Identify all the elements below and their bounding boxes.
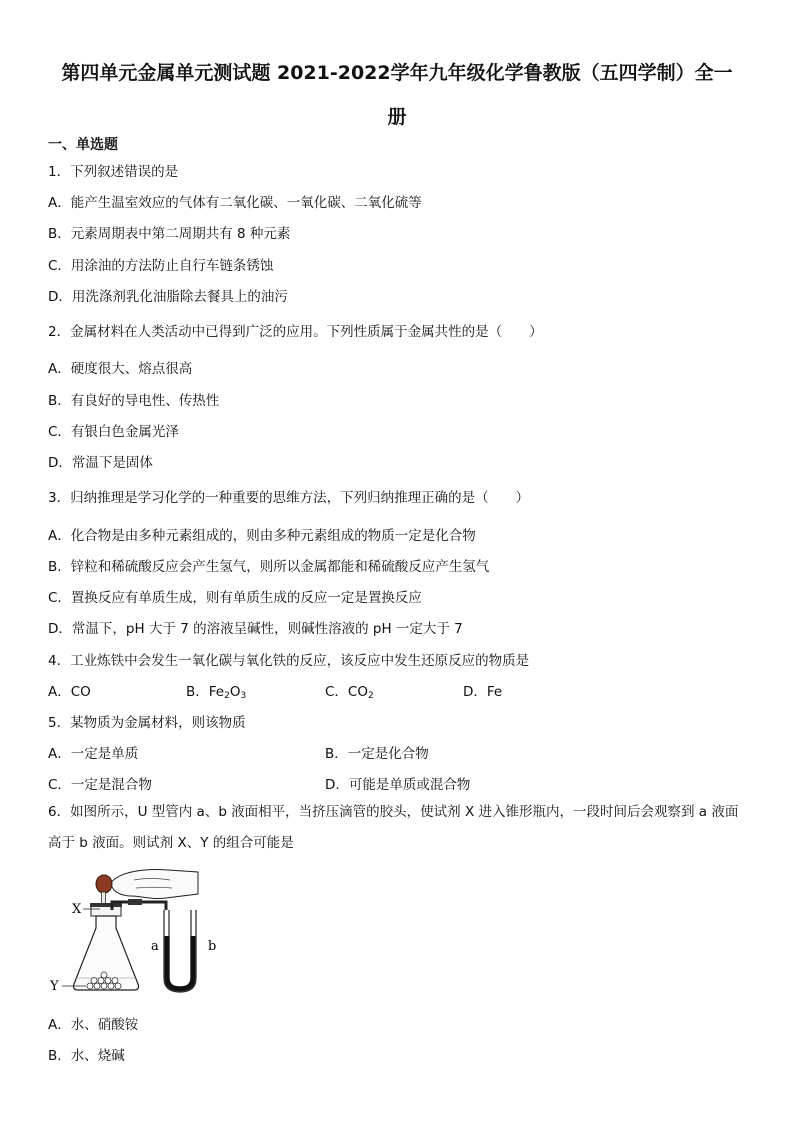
- question-4-stem: 4．工业炼铁中会发生一氧化碳与氧化铁的反应，该反应中发生还原反应的物质是: [48, 653, 530, 669]
- question-1-option-b: B．元素周期表中第二周期共有 8 种元素: [48, 226, 291, 242]
- question-4-option-d: D．Fe: [463, 684, 503, 700]
- question-2-option-c: C．有银白色金属光泽: [48, 424, 179, 440]
- u-tube-liquid: [165, 936, 196, 991]
- question-1-option-c: C．用涂油的方法防止自行车链条锈蚀: [48, 258, 274, 274]
- question-1-option-a: A．能产生温室效应的气体有二氧化碳、一氧化碳、二氧化硫等: [48, 195, 422, 211]
- rubber-connector: [128, 899, 142, 905]
- label-y: Y: [50, 979, 59, 994]
- question-1-stem: 1．下列叙述错误的是: [48, 164, 179, 180]
- section-heading: 一、单选题: [48, 137, 118, 153]
- question-5-option-a: A．一定是单质: [48, 746, 139, 762]
- stopper-top: [90, 903, 122, 907]
- hand-icon: [110, 870, 198, 899]
- question-2-option-b: B．有良好的导电性、传热性: [48, 393, 220, 409]
- question-6-option-b: B．水、烧碱: [48, 1048, 125, 1064]
- question-4-option-a: A．CO: [48, 684, 91, 700]
- formula-subscript: 2: [367, 691, 374, 701]
- question-1-option-d: D．用洗涤剂乳化油脂除去餐具上的油污: [48, 289, 288, 305]
- question-3-option-b: B．锌粒和稀硫酸反应会产生氢气，则所以金属都能和稀硫酸反应产生氢气: [48, 559, 490, 575]
- experiment-apparatus-figure: [48, 866, 228, 1006]
- question-2-option-d: D．常温下是固体: [48, 455, 153, 471]
- question-5-option-d: D．可能是单质或混合物: [325, 777, 471, 793]
- question-5-option-c: C．一定是混合物: [48, 777, 152, 793]
- question-4-option-c: [325, 680, 374, 701]
- question-2-option-a: A．硬度很大、熔点很高: [48, 361, 193, 377]
- document-title: 第四单元金属单元测试题 2021-2022学年九年级化学鲁教版（五四学制）全一: [61, 62, 733, 84]
- question-4-option-b: [186, 680, 246, 701]
- question-3-option-a: A．化合物是由多种元素组成的，则由多种元素组成的物质一定是化合物: [48, 528, 476, 544]
- question-5-stem: 5．某物质为金属材料，则该物质: [48, 715, 246, 731]
- document-title-continued: 册: [387, 106, 407, 128]
- question-2-stem: 2．金属材料在人类活动中已得到广泛的应用。下列性质属于金属共性的是（ ）: [48, 324, 543, 340]
- formula-subscript: 3: [240, 691, 247, 701]
- formula-part: C．CO: [325, 684, 368, 700]
- formula-subscript: 2: [224, 691, 230, 701]
- dropper-bulb: [96, 875, 112, 893]
- question-3-option-c: C．置换反应有单质生成，则有单质生成的反应一定是置换反应: [48, 590, 422, 606]
- question-3-option-d: D．常温下，pH 大于 7 的溶液呈碱性，则碱性溶液的 pH 一定大于 7: [48, 621, 463, 637]
- question-6-option-a: A．水、硝酸铵: [48, 1017, 139, 1033]
- question-3-stem: 3．归纳推理是学习化学的一种重要的思维方法，下列归纳推理正确的是（ ）: [48, 490, 530, 506]
- formula-part: B．Fe: [186, 684, 225, 700]
- formula-part: O: [229, 684, 241, 700]
- label-b: b: [208, 939, 217, 954]
- label-x: X: [72, 902, 82, 917]
- question-5-option-b: B．一定是化合物: [325, 746, 429, 762]
- question-6-stem: 6．如图所示，U 型管内 a、b 液面相平，当挤压滴管的胶头，使试剂 X 进入锥形瓶内，一段时间后会观察到 a 液面高于 b 液面。则试剂 X、Y 的组合可能是: [48, 804, 739, 851]
- label-a: a: [151, 939, 159, 954]
